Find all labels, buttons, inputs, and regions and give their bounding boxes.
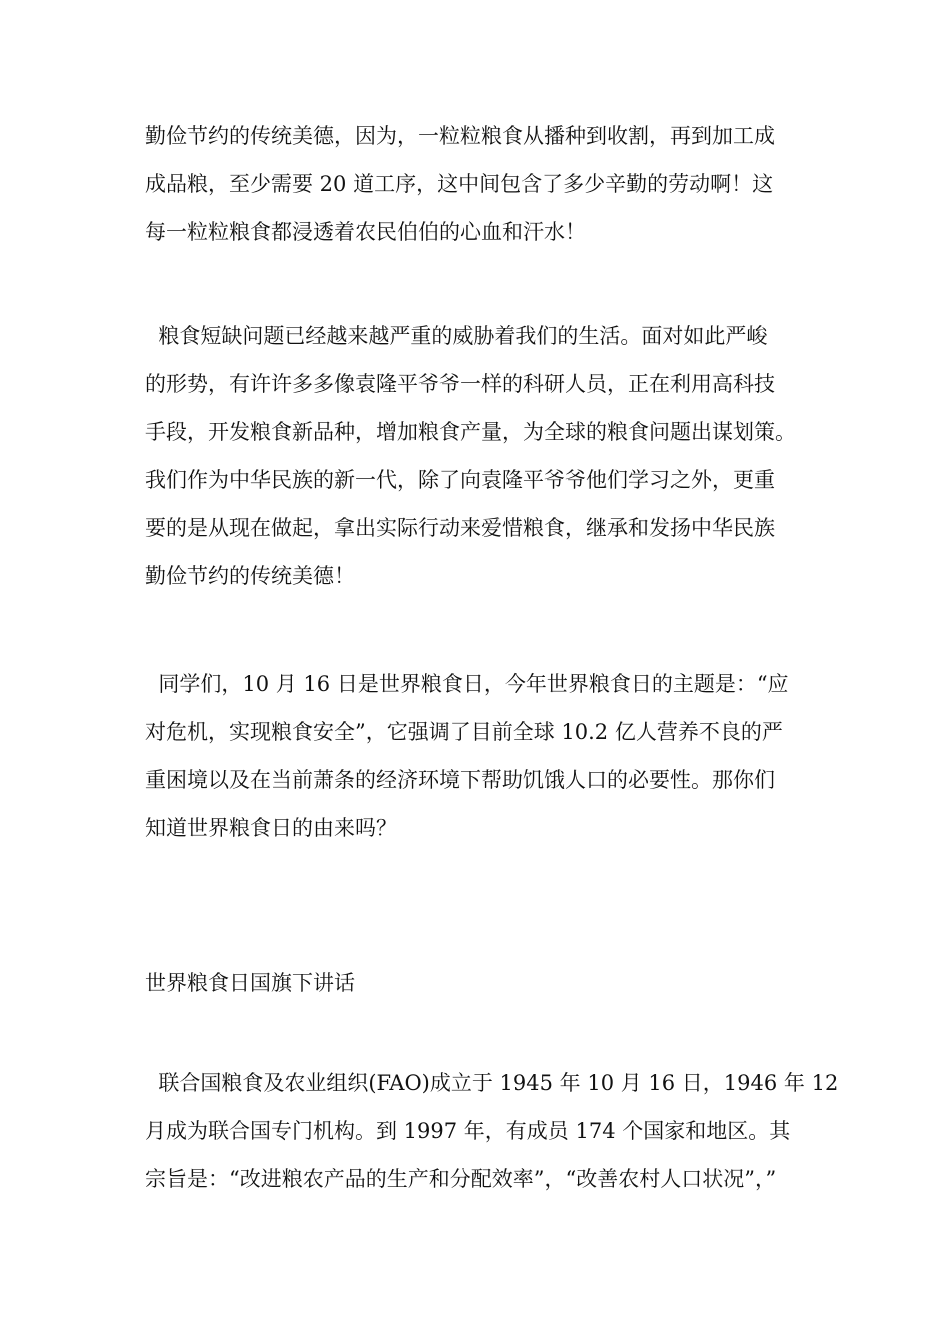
text-line: 粮食短缺问题已经越来越严重的威胁着我们的生活。面对如此严峻 [145, 324, 768, 348]
text-line: 我们作为中华民族的新一代，除了向袁隆平爷爷他们学习之外，更重 [145, 468, 775, 492]
paragraph-frugality-tradition [145, 112, 810, 256]
text-line: 知道世界粮食日的由来吗？ [145, 816, 397, 840]
text-line: 要的是从现在做起，拿出实际行动来爱惜粮食，继承和发扬中华民族 [145, 516, 775, 540]
paragraph-world-food-day [145, 660, 810, 852]
text-line: 联合国粮食及农业组织(FAO)成立于 1945 年 10 月 16 日，1946 年 12 [145, 1071, 839, 1095]
text-line: 宗旨是：“改进粮农产品的生产和分配效率”，“改善农村人口状况”，” [145, 1167, 777, 1191]
text-line: 成品粮，至少需要 20 道工序，这中间包含了多少辛勤的劳动啊！这 [145, 172, 774, 196]
heading-text: 世界粮食日国旗下讲话 [145, 971, 355, 995]
text-line: 重困境以及在当前萧条的经济环境下帮助饥饿人口的必要性。那你们 [145, 768, 775, 792]
text-line: 勤俭节约的传统美德，因为，一粒粒粮食从播种到收割，再到加工成 [145, 124, 775, 148]
paragraph-food-shortage [145, 312, 810, 600]
text-line: 对危机，实现粮食安全”，它强调了目前全球 10.2 亿人营养不良的严 [145, 720, 783, 744]
text-line: 同学们，10 月 16 日是世界粮食日，今年世界粮食日的主题是：“应 [145, 672, 789, 696]
section-heading [145, 959, 810, 1007]
paragraph-fao-history [145, 1059, 839, 1203]
text-line: 手段，开发粮食新品种，增加粮食产量，为全球的粮食问题出谋划策。 [145, 420, 796, 444]
text-line: 月成为联合国专门机构。到 1997 年，有成员 174 个国家和地区。其 [145, 1119, 791, 1143]
text-line: 每一粒粒粮食都浸透着农民伯伯的心血和汗水！ [145, 220, 586, 244]
text-line: 勤俭节约的传统美德！ [145, 564, 355, 588]
text-line: 的形势，有许许多多像袁隆平爷爷一样的科研人员，正在利用高科技 [145, 372, 775, 396]
